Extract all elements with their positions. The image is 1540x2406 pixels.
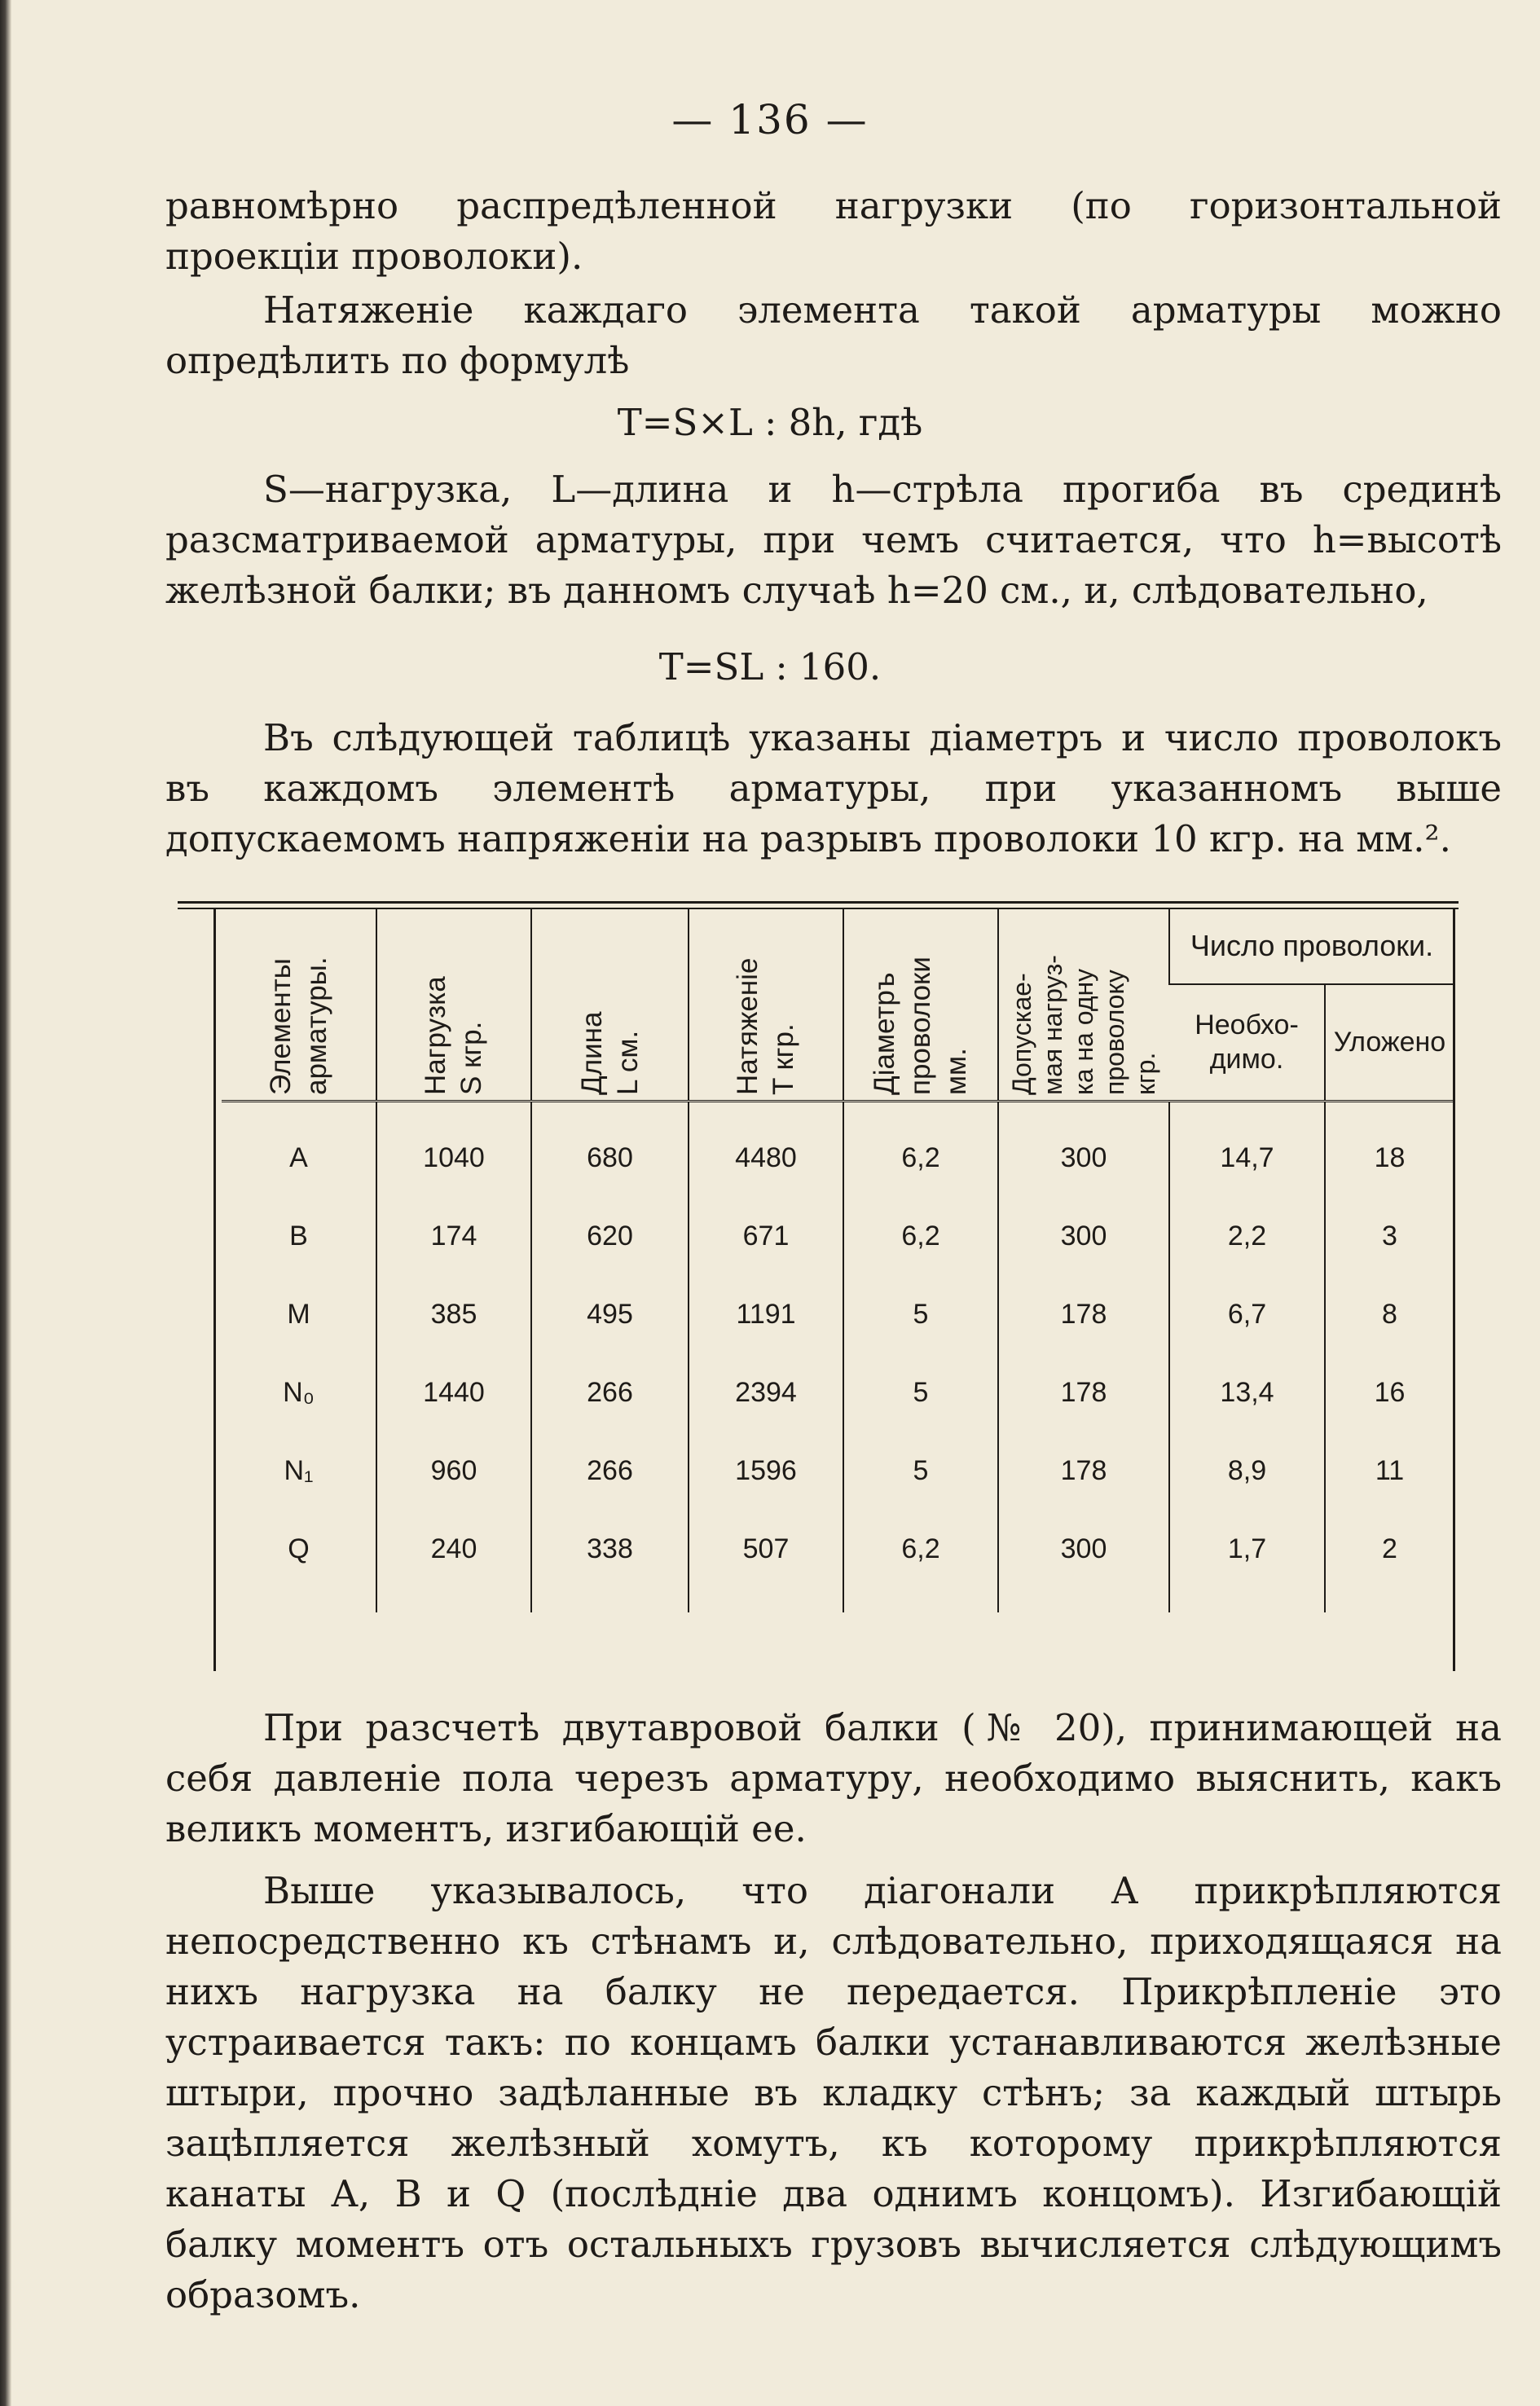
- cell-allowable: 300: [998, 1102, 1169, 1198]
- cell-element: Q: [288, 1533, 310, 1564]
- header-element: Элементы арматуры.: [222, 909, 376, 1102]
- table-row: [222, 1510, 1454, 1588]
- cell-laid: 16: [1325, 1353, 1454, 1432]
- formula-tension-simplified: T=SL : 160.: [658, 645, 882, 688]
- cell-load: 960: [376, 1432, 531, 1510]
- cell-laid: 18: [1325, 1102, 1454, 1198]
- header-load: Нагрузка S кгр.: [376, 909, 531, 1102]
- cell-length: 680: [531, 1102, 689, 1198]
- header-diameter: Діаметръ проволоки мм.: [843, 909, 998, 1102]
- cell-diameter: 6,2: [843, 1197, 998, 1275]
- cell-element: B: [289, 1220, 308, 1251]
- cell-needed: 13,4: [1169, 1353, 1325, 1432]
- cell-allowable: 178: [998, 1432, 1169, 1510]
- cell-tension: 671: [689, 1197, 843, 1275]
- table-row: [222, 1197, 1454, 1275]
- table-top-rule: [178, 901, 1459, 904]
- table-row: [222, 1102, 1454, 1198]
- cell-length: 266: [531, 1432, 689, 1510]
- cell-length: 266: [531, 1353, 689, 1432]
- cell-allowable: 178: [998, 1353, 1169, 1432]
- table-row: [222, 1353, 1454, 1432]
- cell-length: 338: [531, 1510, 689, 1588]
- formula-tension: T=S×L : 8h, гдѣ: [617, 401, 923, 444]
- cell-element: M: [287, 1298, 310, 1330]
- paragraph-5: При разсчетѣ двутавровой балки (№ 20), принимающей на себя давленіе пола черезъ арматуру, необходимо выяснить, какъ великъ моментъ, изгибающій ее.: [165, 1706, 1502, 1850]
- header-needed: Необхо- димо.: [1169, 984, 1325, 1102]
- cell-tension: 1191: [689, 1275, 843, 1353]
- cell-needed: 8,9: [1169, 1432, 1325, 1510]
- cell-diameter: 5: [843, 1432, 998, 1510]
- cell-laid: 2: [1325, 1510, 1454, 1588]
- cell-tension: 1596: [689, 1432, 843, 1510]
- paragraph-2: Натяженіе каждаго элемента такой арматуры можно опредѣлить по формулѣ: [165, 288, 1502, 382]
- header-wire-count: Число проволоки.: [1169, 909, 1454, 984]
- cell-length: 620: [531, 1197, 689, 1275]
- table-left-rule: [213, 909, 216, 1671]
- cell-needed: 14,7: [1169, 1102, 1325, 1198]
- cell-load: 385: [376, 1275, 531, 1353]
- header-tension: Натяженіе T кгр.: [689, 909, 843, 1102]
- cell-tension: 2394: [689, 1353, 843, 1432]
- cell-element: N₀: [283, 1376, 315, 1408]
- header-allowable-load: Допускае- мая нагруз- ка на одну проволоку кгр.: [998, 909, 1169, 1102]
- paragraph-4: Въ слѣдующей таблицѣ указаны діаметръ и число проволокъ въ каждомъ элементѣ арматуры, при указанномъ выше допускаемомъ напряженіи на разрывъ проволоки 10 кгр. на мм.².: [165, 716, 1502, 860]
- cell-tension: 4480: [689, 1102, 843, 1198]
- cell-diameter: 5: [843, 1353, 998, 1432]
- page-edge: [0, 0, 11, 2406]
- cell-load: 1040: [376, 1102, 531, 1198]
- cell-diameter: 5: [843, 1275, 998, 1353]
- cell-allowable: 178: [998, 1275, 1169, 1353]
- cell-needed: 1,7: [1169, 1510, 1325, 1588]
- paragraph-6: Выше указывалось, что діагонали А прикрѣпляются непосредственно къ стѣнамъ и, слѣдовательно, приходящаяся на нихъ нагрузка на балку не передается. Прикрѣпленіе это устраивается такъ: по концамъ балки устанавливаются желѣзные штыри, прочно задѣланные въ кладку стѣнъ; за каждый штырь зацѣпляется желѣзный хомутъ, къ которому прикрѣпляются канаты А, В и Q (послѣдніе два однимъ концомъ). Изгибающій балку моментъ отъ остальныхъ грузовъ вычисляется слѣдующимъ образомъ.: [165, 1869, 1502, 2316]
- cell-allowable: 300: [998, 1510, 1169, 1588]
- paragraph-1: равномѣрно распредѣленной нагрузки (по горизонтальной проекціи проволоки).: [165, 184, 1502, 278]
- cell-needed: 6,7: [1169, 1275, 1325, 1353]
- cell-tension: 507: [689, 1510, 843, 1588]
- cell-laid: 3: [1325, 1197, 1454, 1275]
- header-laid: Уложено: [1325, 984, 1454, 1102]
- cell-laid: 11: [1325, 1432, 1454, 1510]
- table-row: [222, 1432, 1454, 1510]
- cell-load: 174: [376, 1197, 531, 1275]
- page-number: — 136 —: [671, 96, 869, 143]
- armature-table: [222, 909, 1454, 1612]
- cell-laid: 8: [1325, 1275, 1454, 1353]
- cell-length: 495: [531, 1275, 689, 1353]
- table-bottom-spacer: [222, 1588, 1454, 1612]
- cell-element: N₁: [284, 1454, 314, 1486]
- cell-element: A: [289, 1141, 308, 1173]
- paragraph-3: S—нагрузка, L—длина и h—стрѣла прогиба въ срединѣ разсматриваемой арматуры, при чемъ считается, что h=высотѣ желѣзной балки; въ данномъ случаѣ h=20 см., и, слѣдовательно,: [165, 468, 1502, 612]
- table-header-row: [222, 909, 1454, 984]
- cell-diameter: 6,2: [843, 1102, 998, 1198]
- cell-load: 240: [376, 1510, 531, 1588]
- table-row: [222, 1275, 1454, 1353]
- header-length: Длина L см.: [531, 909, 689, 1102]
- cell-allowable: 300: [998, 1197, 1169, 1275]
- cell-load: 1440: [376, 1353, 531, 1432]
- cell-needed: 2,2: [1169, 1197, 1325, 1275]
- cell-diameter: 6,2: [843, 1510, 998, 1588]
